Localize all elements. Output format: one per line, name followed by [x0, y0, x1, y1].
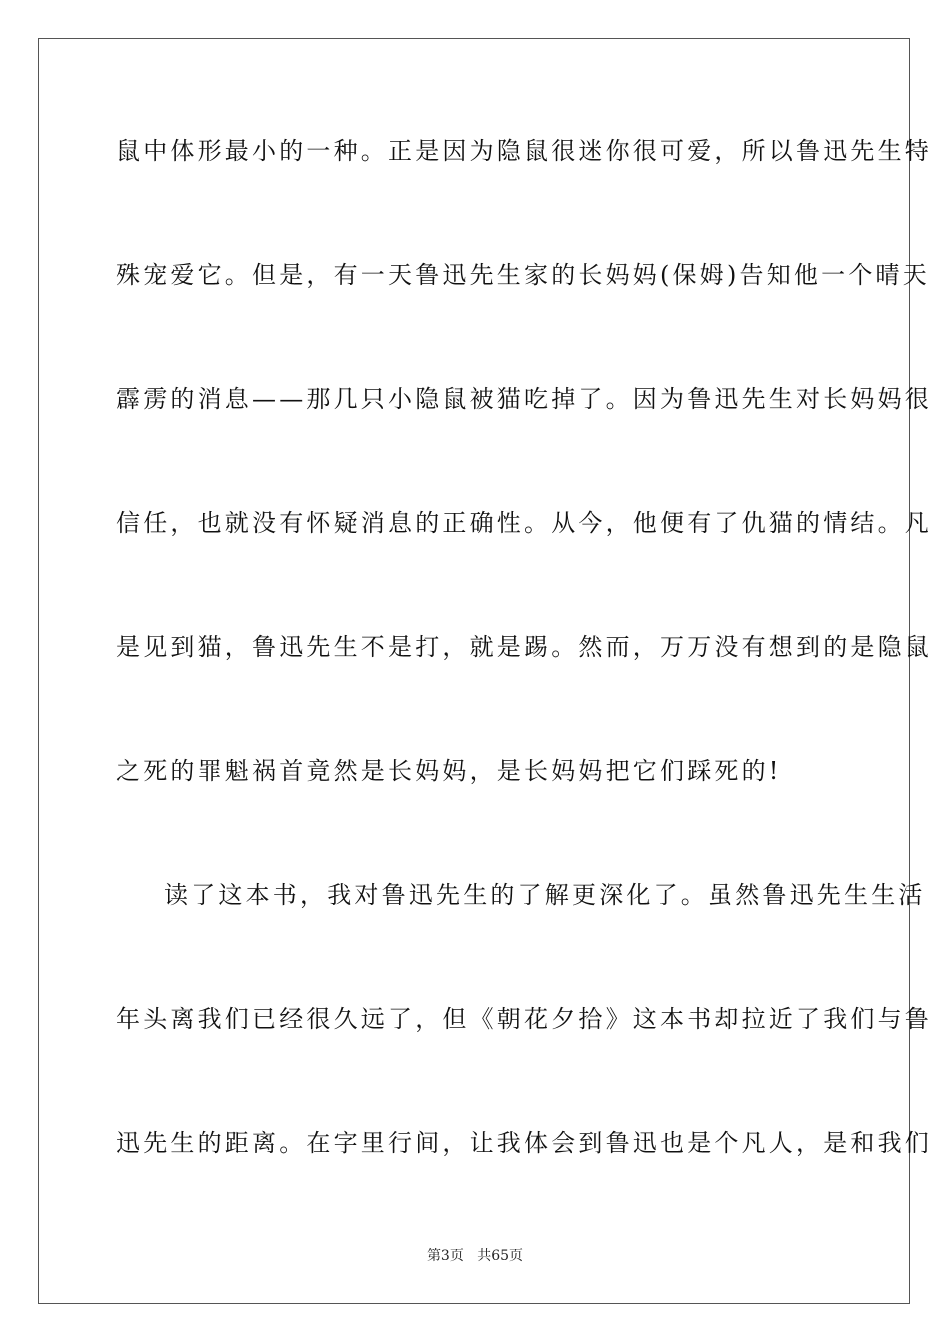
paragraph-line: 霹雳的消息——那几只小隐鼠被猫吃掉了。因为鲁迅先生对长妈妈很	[116, 385, 932, 413]
page-total: 共65页	[477, 1248, 524, 1264]
page-number: 第3页	[426, 1248, 464, 1264]
paragraph-line: 殊宠爱它。但是，有一天鲁迅先生家的长妈妈(保姆)告知他一个晴天	[116, 261, 930, 289]
paragraph-line-indented: 读了这本书，我对鲁迅先生的了解更深化了。虽然鲁迅先生生活	[164, 881, 926, 909]
paragraph-line: 鼠中体形最小的一种。正是因为隐鼠很迷你很可爱，所以鲁迅先生特	[116, 137, 932, 165]
paragraph-line: 信任，也就没有怀疑消息的正确性。从今，他便有了仇猫的情结。凡	[116, 509, 932, 537]
paragraph-line: 是见到猫，鲁迅先生不是打，就是踢。然而，万万没有想到的是隐鼠	[116, 633, 932, 661]
paragraph-line: 迅先生的距离。在字里行间，让我体会到鲁迅也是个凡人，是和我们	[116, 1129, 932, 1157]
paragraph-line: 年头离我们已经很久远了，但《朝花夕拾》这本书却拉近了我们与鲁	[116, 1005, 932, 1033]
paragraph-line: 之死的罪魁祸首竟然是长妈妈，是长妈妈把它们踩死的!	[116, 757, 782, 785]
page-border	[38, 38, 932, 1304]
page-footer	[0, 1247, 950, 1265]
